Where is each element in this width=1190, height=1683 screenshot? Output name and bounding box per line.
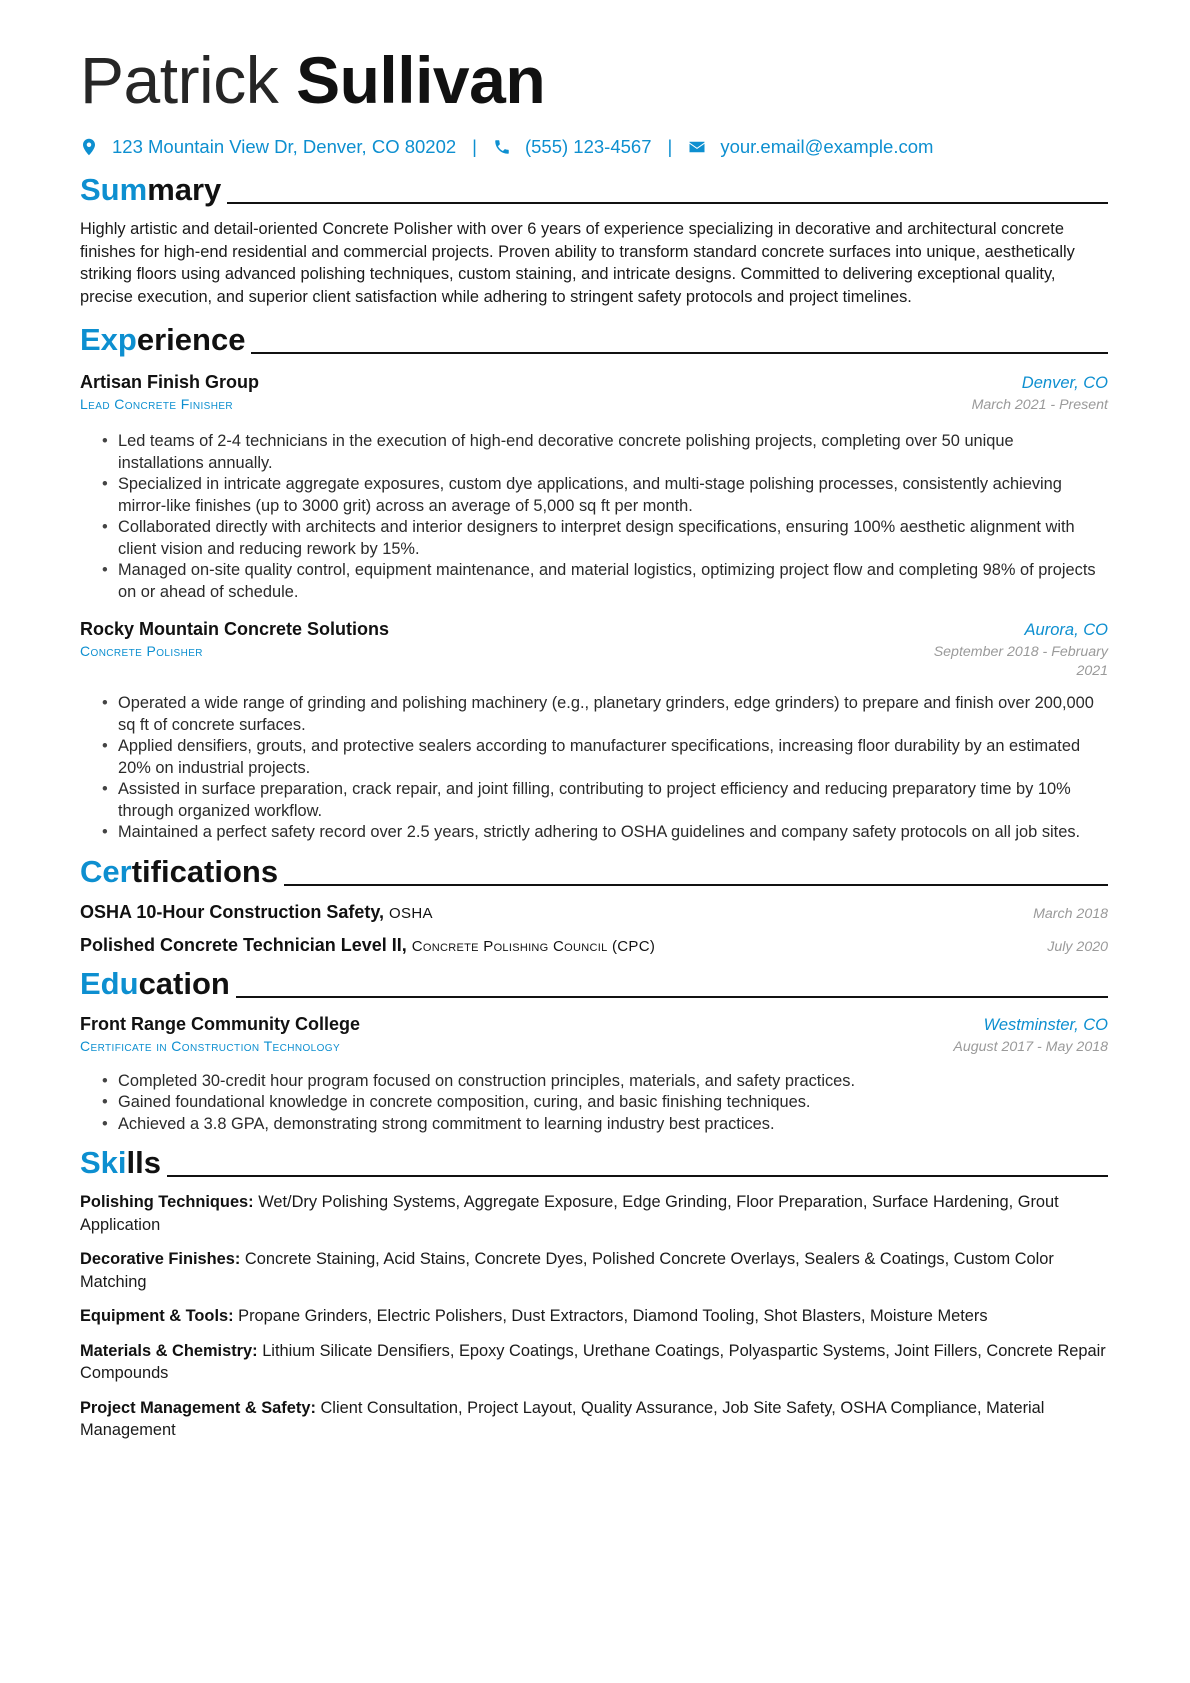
first-name: Patrick: [80, 43, 279, 117]
summary-text: Highly artistic and detail-oriented Concrete Polisher with over 6 years of experience specializing in decorative and architectural concrete finishes for high-end residential and commercial projects. Proven ability to transform standard concrete surfaces into unique, aesthetically striking floors using advanced polishing techniques, custom staining, and intricate designs. Committed to delivering exceptional quality, precise execution, and superior client satisfaction while adhering to stringent safety protocols and project timelines.: [80, 220, 1075, 306]
skill-values: Client Consultation, Project Layout, Quality Assurance, Job Site Safety, OSHA Compliance, Material Management: [80, 1398, 1045, 1439]
skill-row: [80, 1248, 1108, 1293]
address-text: 123 Mountain View Dr, Denver, CO 80202: [112, 136, 457, 157]
section-divider: [236, 996, 1108, 998]
contact-email[interactable]: [688, 136, 933, 158]
list-item: • Collaborated directly with architects and interior designers to interpret design specifications, ensuring 100% aesthetic alignment with client vision and reducing rework by 15%.: [118, 517, 1108, 560]
job-entry: [80, 372, 1108, 603]
list-item: • Applied densifiers, grouts, and protective sealers according to manufacturer specifications, increasing floor durability by an estimated 20% on industrial projects.: [118, 736, 1108, 779]
list-item: • Assisted in surface preparation, crack repair, and joint filling, contributing to project efficiency and reducing preparatory time by 10% through organized workflow.: [118, 779, 1108, 822]
job-location: Aurora, CO: [1024, 621, 1108, 639]
skill-values: Wet/Dry Polishing Systems, Aggregate Exposure, Edge Grinding, Floor Preparation, Surface Hardening, Grout Application: [80, 1193, 1059, 1234]
list-item: • Gained foundational knowledge in concrete composition, curing, and basic finishing techniques.: [118, 1092, 1108, 1114]
job-dates: March 2021 - Present: [971, 397, 1108, 413]
skill-row: [80, 1397, 1108, 1442]
email-text: your.email@example.com: [720, 136, 934, 157]
skill-row: [80, 1191, 1108, 1236]
skill-values: Concrete Staining, Acid Stains, Concrete Dyes, Polished Concrete Overlays, Sealers & Coatings, Custom Color Matching: [80, 1250, 1054, 1291]
list-item: • Specialized in intricate aggregate exposures, custom dye applications, and multi-stage polishing processes, consistently achieving mirror-like finishes (up to 3000 grit) across an average of 5,000 sq ft per month.: [118, 474, 1108, 517]
job-title: Concrete Polisher: [80, 643, 203, 659]
skill-category: Decorative Finishes:: [80, 1250, 241, 1268]
school-location: Westminster, CO: [983, 1015, 1108, 1034]
phone-text: (555) 123-4567: [524, 136, 652, 157]
skill-row: [80, 1340, 1108, 1385]
company-name: Rocky Mountain Concrete Solutions: [80, 619, 390, 639]
job-entry: [80, 619, 1108, 844]
job-location: Denver, CO: [1021, 374, 1108, 392]
job-bullets: [80, 431, 1108, 603]
skill-category: Materials & Chemistry:: [80, 1341, 258, 1360]
list-item: • Operated a wide range of grinding and polishing machinery (e.g., planetary grinders, edge grinders) to prepare and finish over 200,000 sq ft of concrete surfaces.: [118, 693, 1108, 736]
section-divider: [167, 1175, 1108, 1177]
certification-date: March 2018: [1033, 905, 1108, 922]
school-name: Front Range Community College: [80, 1013, 361, 1034]
certification-name: Polished Concrete Technician Level II: [80, 934, 402, 955]
job-title: Lead Concrete Finisher: [80, 396, 234, 412]
section-divider: [284, 884, 1108, 886]
list-item: • Completed 30-credit hour program focused on construction principles, materials, and safety practices.: [118, 1071, 1108, 1093]
envelope-icon: [688, 138, 706, 156]
last-name: Sullivan: [296, 43, 546, 117]
program-name: Certificate in Construction Technology: [80, 1037, 341, 1054]
education-entry: [80, 1014, 1108, 1136]
list-item: • Achieved a 3.8 GPA, demonstrating strong commitment to learning industry best practices.: [118, 1114, 1108, 1136]
skill-category: Project Management & Safety:: [80, 1398, 316, 1417]
contact-address: [80, 136, 456, 158]
education-dates: August 2017 - May 2018: [953, 1038, 1108, 1055]
list-item: • Maintained a perfect safety record over 2.5 years, strictly adhering to OSHA guidelines and company safety protocols on all job sites.: [118, 822, 1108, 844]
list-item: • Managed on-site quality control, equipment maintenance, and material logistics, optimizing project flow and completing 98% of projects on or ahead of schedule.: [118, 560, 1108, 603]
contact-separator: |: [667, 136, 673, 157]
certification-name: OSHA 10-Hour Construction Safety: [80, 901, 380, 922]
job-dates: September 2018 - February 2021: [933, 644, 1108, 679]
skill-category: Polishing Techniques:: [80, 1193, 254, 1211]
section-divider: [251, 352, 1108, 354]
certification-item: Polished Concrete Technician Level II, Concrete Polishing Council (CPC) July 2020: [80, 934, 1108, 955]
job-bullets: [80, 693, 1108, 844]
certification-date: July 2020: [1047, 938, 1108, 955]
contact-phone[interactable]: [493, 136, 652, 158]
education-bullets: [80, 1071, 1108, 1136]
certification-issuer: OSHA: [389, 904, 433, 922]
contact-separator: |: [472, 136, 477, 157]
certification-item: OSHA 10-Hour Construction Safety, OSHA March 2018: [80, 901, 1108, 922]
section-divider: [227, 202, 1108, 204]
summary-heading: Summary: [80, 172, 1108, 208]
map-marker-icon: [80, 138, 98, 156]
phone-icon: [493, 138, 511, 156]
skill-values: Propane Grinders, Electric Polishers, Dust Extractors, Diamond Tooling, Shot Blasters, Moisture Meters: [238, 1307, 988, 1325]
experience-heading: Experience: [80, 322, 1108, 358]
skill-values: Lithium Silicate Densifiers, Epoxy Coatings, Urethane Coatings, Polyaspartic Systems, Joint Fillers, Concrete Repair Compounds: [80, 1341, 1106, 1382]
skills-heading: Skills: [80, 1145, 1108, 1181]
candidate-name: [80, 40, 1108, 120]
certifications-heading: Certifications: [80, 854, 1108, 890]
skill-category: Equipment & Tools:: [80, 1307, 234, 1325]
skill-row: [80, 1305, 1108, 1328]
education-heading: Education: [80, 966, 1108, 1002]
list-item: • Led teams of 2-4 technicians in the execution of high-end decorative concrete polishing projects, completing over 50 unique installations annually.: [118, 431, 1108, 474]
certification-issuer: Concrete Polishing Council (CPC): [411, 937, 656, 955]
company-name: Artisan Finish Group: [80, 372, 260, 392]
contact-bar: [80, 136, 1108, 158]
